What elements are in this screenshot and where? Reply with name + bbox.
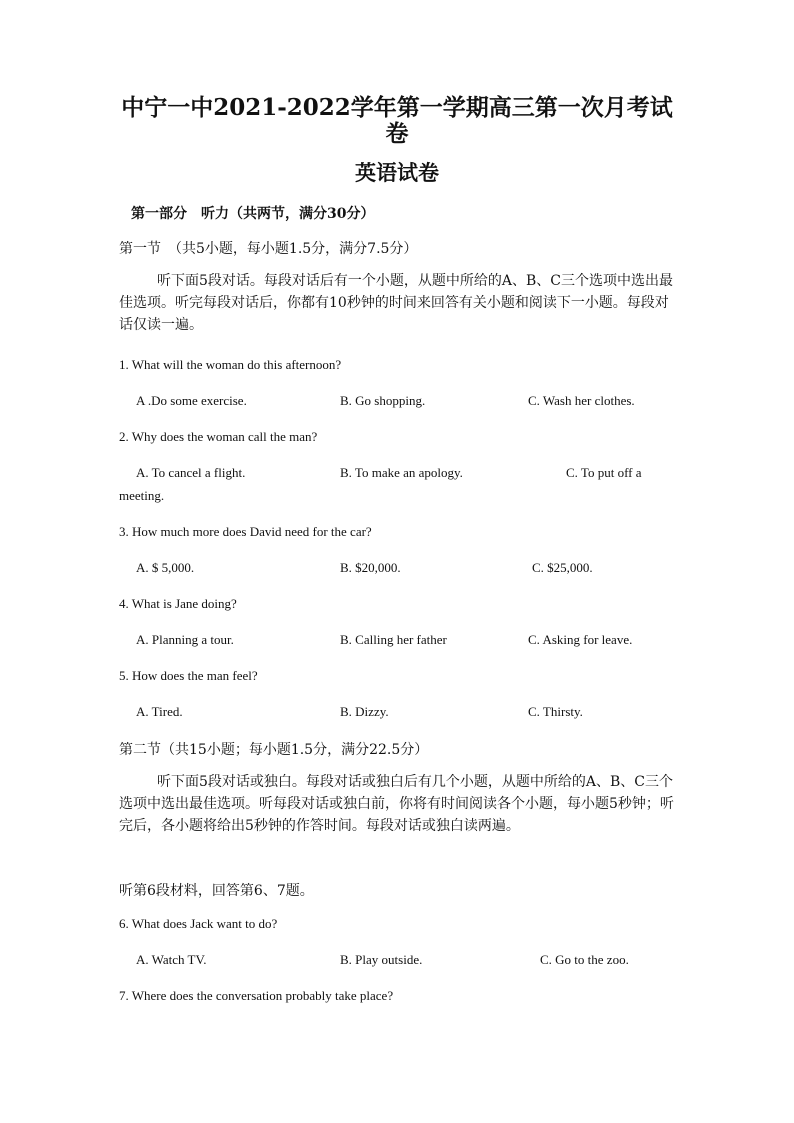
q2-option-c: C. To put off a <box>566 465 642 480</box>
section2-instructions-text: 听下面5段对话或独白。每段对话或独白后有几个小题，从题中所给的A、B、C三个选项中选出最佳选项。听每段对话或独白前，你将有时间阅读各个小题，每小题5秒钟；听完后，各小题将给出5秒钟的作答时间。每段对话或独白读两遍。 <box>119 774 674 834</box>
exam-title-line2: 卷 <box>385 120 409 147</box>
q2-option-c-continued: meeting. <box>119 488 165 503</box>
question-1: 1. What will the woman do this afternoon? <box>119 357 342 372</box>
q4-option-a: A. Planning a tour. <box>136 632 234 647</box>
q3-option-a: A. $ 5,000. <box>136 560 195 575</box>
q3-option-c: C. $25,000. <box>532 560 593 575</box>
q1-option-c: C. Wash her clothes. <box>528 393 635 408</box>
q4-option-b: B. Calling her father <box>340 632 447 647</box>
q4-option-c: C. Asking for leave. <box>528 632 633 647</box>
exam-subtitle: 英语试卷 <box>355 160 439 185</box>
section1-instructions-text: 听下面5段对话。每段对话后有一个小题，从题中所给的A、B、C三个选项中选出最佳选项。听完每段对话后，你都有10秒钟的时间来回答有关小题和阅读下一小题。每段对话仅读一遍。 <box>119 273 674 333</box>
section1-instructions <box>119 270 675 336</box>
question-2: 2. Why does the woman call the man? <box>119 429 318 444</box>
q6-option-c: C. Go to the zoo. <box>540 952 629 967</box>
q5-option-c: C. Thirsty. <box>528 704 583 719</box>
question-3: 3. How much more does David need for the car? <box>119 524 372 539</box>
question-4: 4. What is Jane doing? <box>119 596 237 611</box>
part1-heading: 第一部分 听力（共两节，满分30分） <box>131 206 375 222</box>
question-5: 5. How does the man feel? <box>119 668 258 683</box>
section1-heading: 第一节 （共5小题，每小题1.5分，满分7.5分） <box>119 241 418 257</box>
section2-heading: 第二节（共15小题；每小题1.5分，满分22.5分） <box>119 742 429 758</box>
question-7: 7. Where does the conversation probably take place? <box>119 988 394 1003</box>
q2-option-b: B. To make an apology. <box>340 465 463 480</box>
question-6: 6. What does Jack want to do? <box>119 916 278 931</box>
q2-option-a: A. To cancel a flight. <box>136 465 246 480</box>
exam-title-line1: 中宁一中2021-2022学年第一学期高三第一次月考试 <box>121 94 673 121</box>
q5-option-b: B. Dizzy. <box>340 704 389 719</box>
q6-option-b: B. Play outside. <box>340 952 423 967</box>
q1-option-b: B. Go shopping. <box>340 393 426 408</box>
q3-option-b: B. $20,000. <box>340 560 401 575</box>
section2-instructions <box>119 771 675 837</box>
q5-option-a: A. Tired. <box>136 704 183 719</box>
q1-option-a: A .Do some exercise. <box>136 393 247 408</box>
material-note: 听第6段材料，回答第6、7题。 <box>119 883 314 899</box>
q6-option-a: A. Watch TV. <box>136 952 207 967</box>
